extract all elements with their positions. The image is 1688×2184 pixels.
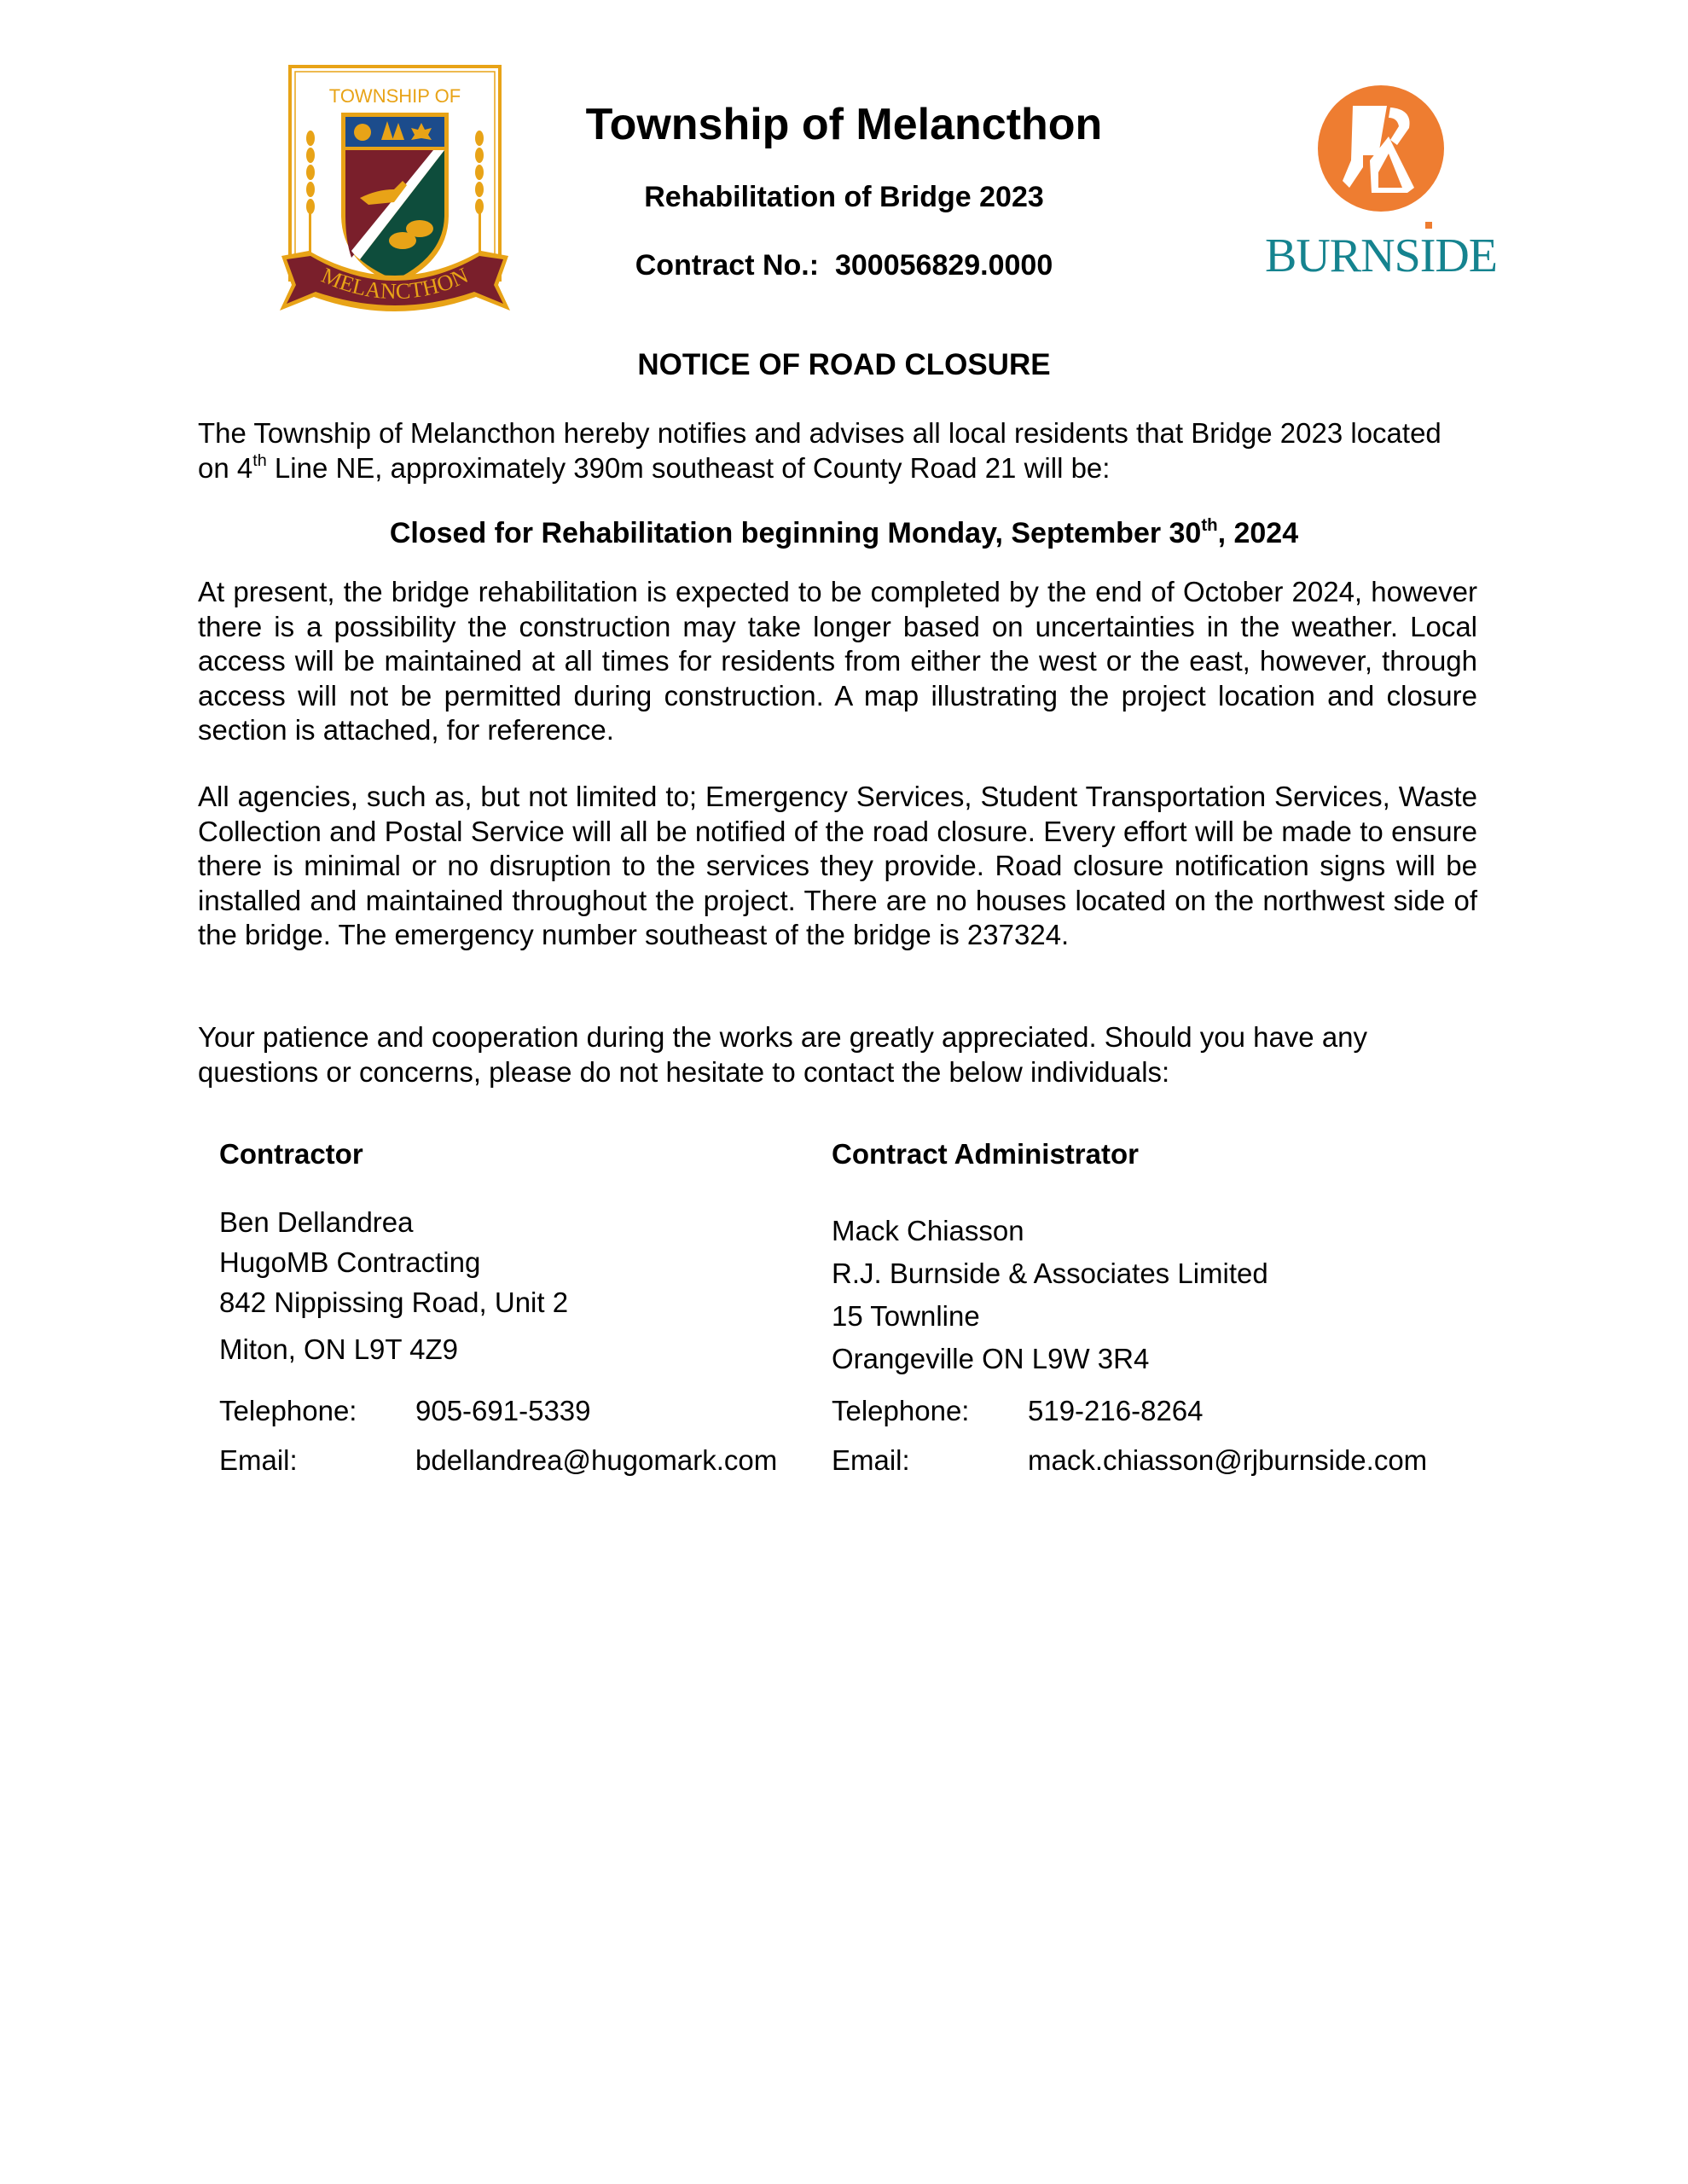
page-title: Township of Melancthon: [585, 100, 1103, 149]
contractor-heading: Contractor: [219, 1138, 363, 1170]
administrator-phone: 519-216-8264: [1028, 1395, 1204, 1426]
administrator-address2: Orangeville ON L9W 3R4: [832, 1343, 1150, 1374]
contact-paragraph: Your patience and cooperation during the works are greatly appreciated. Should you have any questions or concerns, please do not hesitate to contact the below individuals:: [198, 1021, 1368, 1088]
contractor-email-row: [219, 1444, 816, 1477]
administrator-email-row: [832, 1444, 1480, 1477]
administrator-company: R.J. Burnside & Associates Limited: [832, 1258, 1268, 1289]
contract-label: Contract No.:: [635, 249, 820, 282]
administrator-address1: 15 Townline: [832, 1300, 980, 1332]
contractor-address1: 842 Nippissing Road, Unit 2: [219, 1287, 569, 1318]
contractor-phone-row: [219, 1395, 816, 1444]
burnside-logo: [1261, 78, 1501, 288]
closure-date-line: Closed for Rehabilitation beginning Monday, September 30th, 2024: [389, 515, 1299, 549]
email-label: Email:: [832, 1444, 910, 1476]
project-title: Rehabilitation of Bridge 2023: [644, 181, 1044, 213]
phone-label: Telephone:: [219, 1395, 357, 1426]
burnside-logo-icon: [1261, 78, 1501, 288]
phone-label: Telephone:: [832, 1395, 970, 1426]
administrator-contact: [832, 1138, 1480, 1477]
contractor-address2: Miton, ON L9T 4Z9: [219, 1333, 459, 1365]
contractor-contact: [219, 1138, 816, 1477]
burnside-wordmark: BURNSIDE: [1264, 229, 1498, 282]
intro-paragraph: The Township of Melancthon hereby notifies and advises all local residents that Bridge 2023 located on 4th Line NE, approximately 390m southeast of County Road 21 will be:: [198, 417, 1441, 484]
email-label: Email:: [219, 1444, 298, 1476]
administrator-name: Mack Chiasson: [832, 1215, 1024, 1246]
crest-top-text: TOWNSHIP OF: [328, 85, 461, 107]
administrator-phone-row: [832, 1395, 1480, 1444]
contractor-phone: 905-691-5339: [415, 1395, 591, 1426]
administrator-email-link[interactable]: mack.chiasson@rjburnside.com: [1028, 1444, 1428, 1476]
timeline-paragraph: At present, the bridge rehabilitation is expected to be completed by the end of October 2024, however there is a possibility the construction may take longer based on uncertainties in the weather. Local access will be maintained at all times for residents from either the west or the east, however, through access will not be permitted during construction. A map illustrating the project location and closure section is attached, for reference.: [198, 576, 1477, 746]
contract-number: 300056829.0000: [834, 249, 1053, 282]
notice-heading: NOTICE OF ROAD CLOSURE: [637, 348, 1051, 381]
contractor-email-link[interactable]: bdellandrea@hugomark.com: [415, 1444, 778, 1476]
agencies-paragraph: All agencies, such as, but not limited to; Emergency Services, Student Transportation Services, Waste Collection and Postal Service will all be notified of the road closure. Every effort will be made to ensure there is minimal or no disruption to the services they provide. Road closure notification signs will be installed and maintained throughout the project. There are no houses located on the northwest side of the bridge. The emergency number southeast of the bridge is 237324.: [198, 781, 1477, 950]
administrator-heading: Contract Administrator: [832, 1138, 1139, 1170]
contractor-name: Ben Dellandrea: [219, 1206, 414, 1238]
crest-ribbon-text: MELANCTHON: [317, 262, 473, 305]
contractor-company: HugoMB Contracting: [219, 1246, 481, 1278]
